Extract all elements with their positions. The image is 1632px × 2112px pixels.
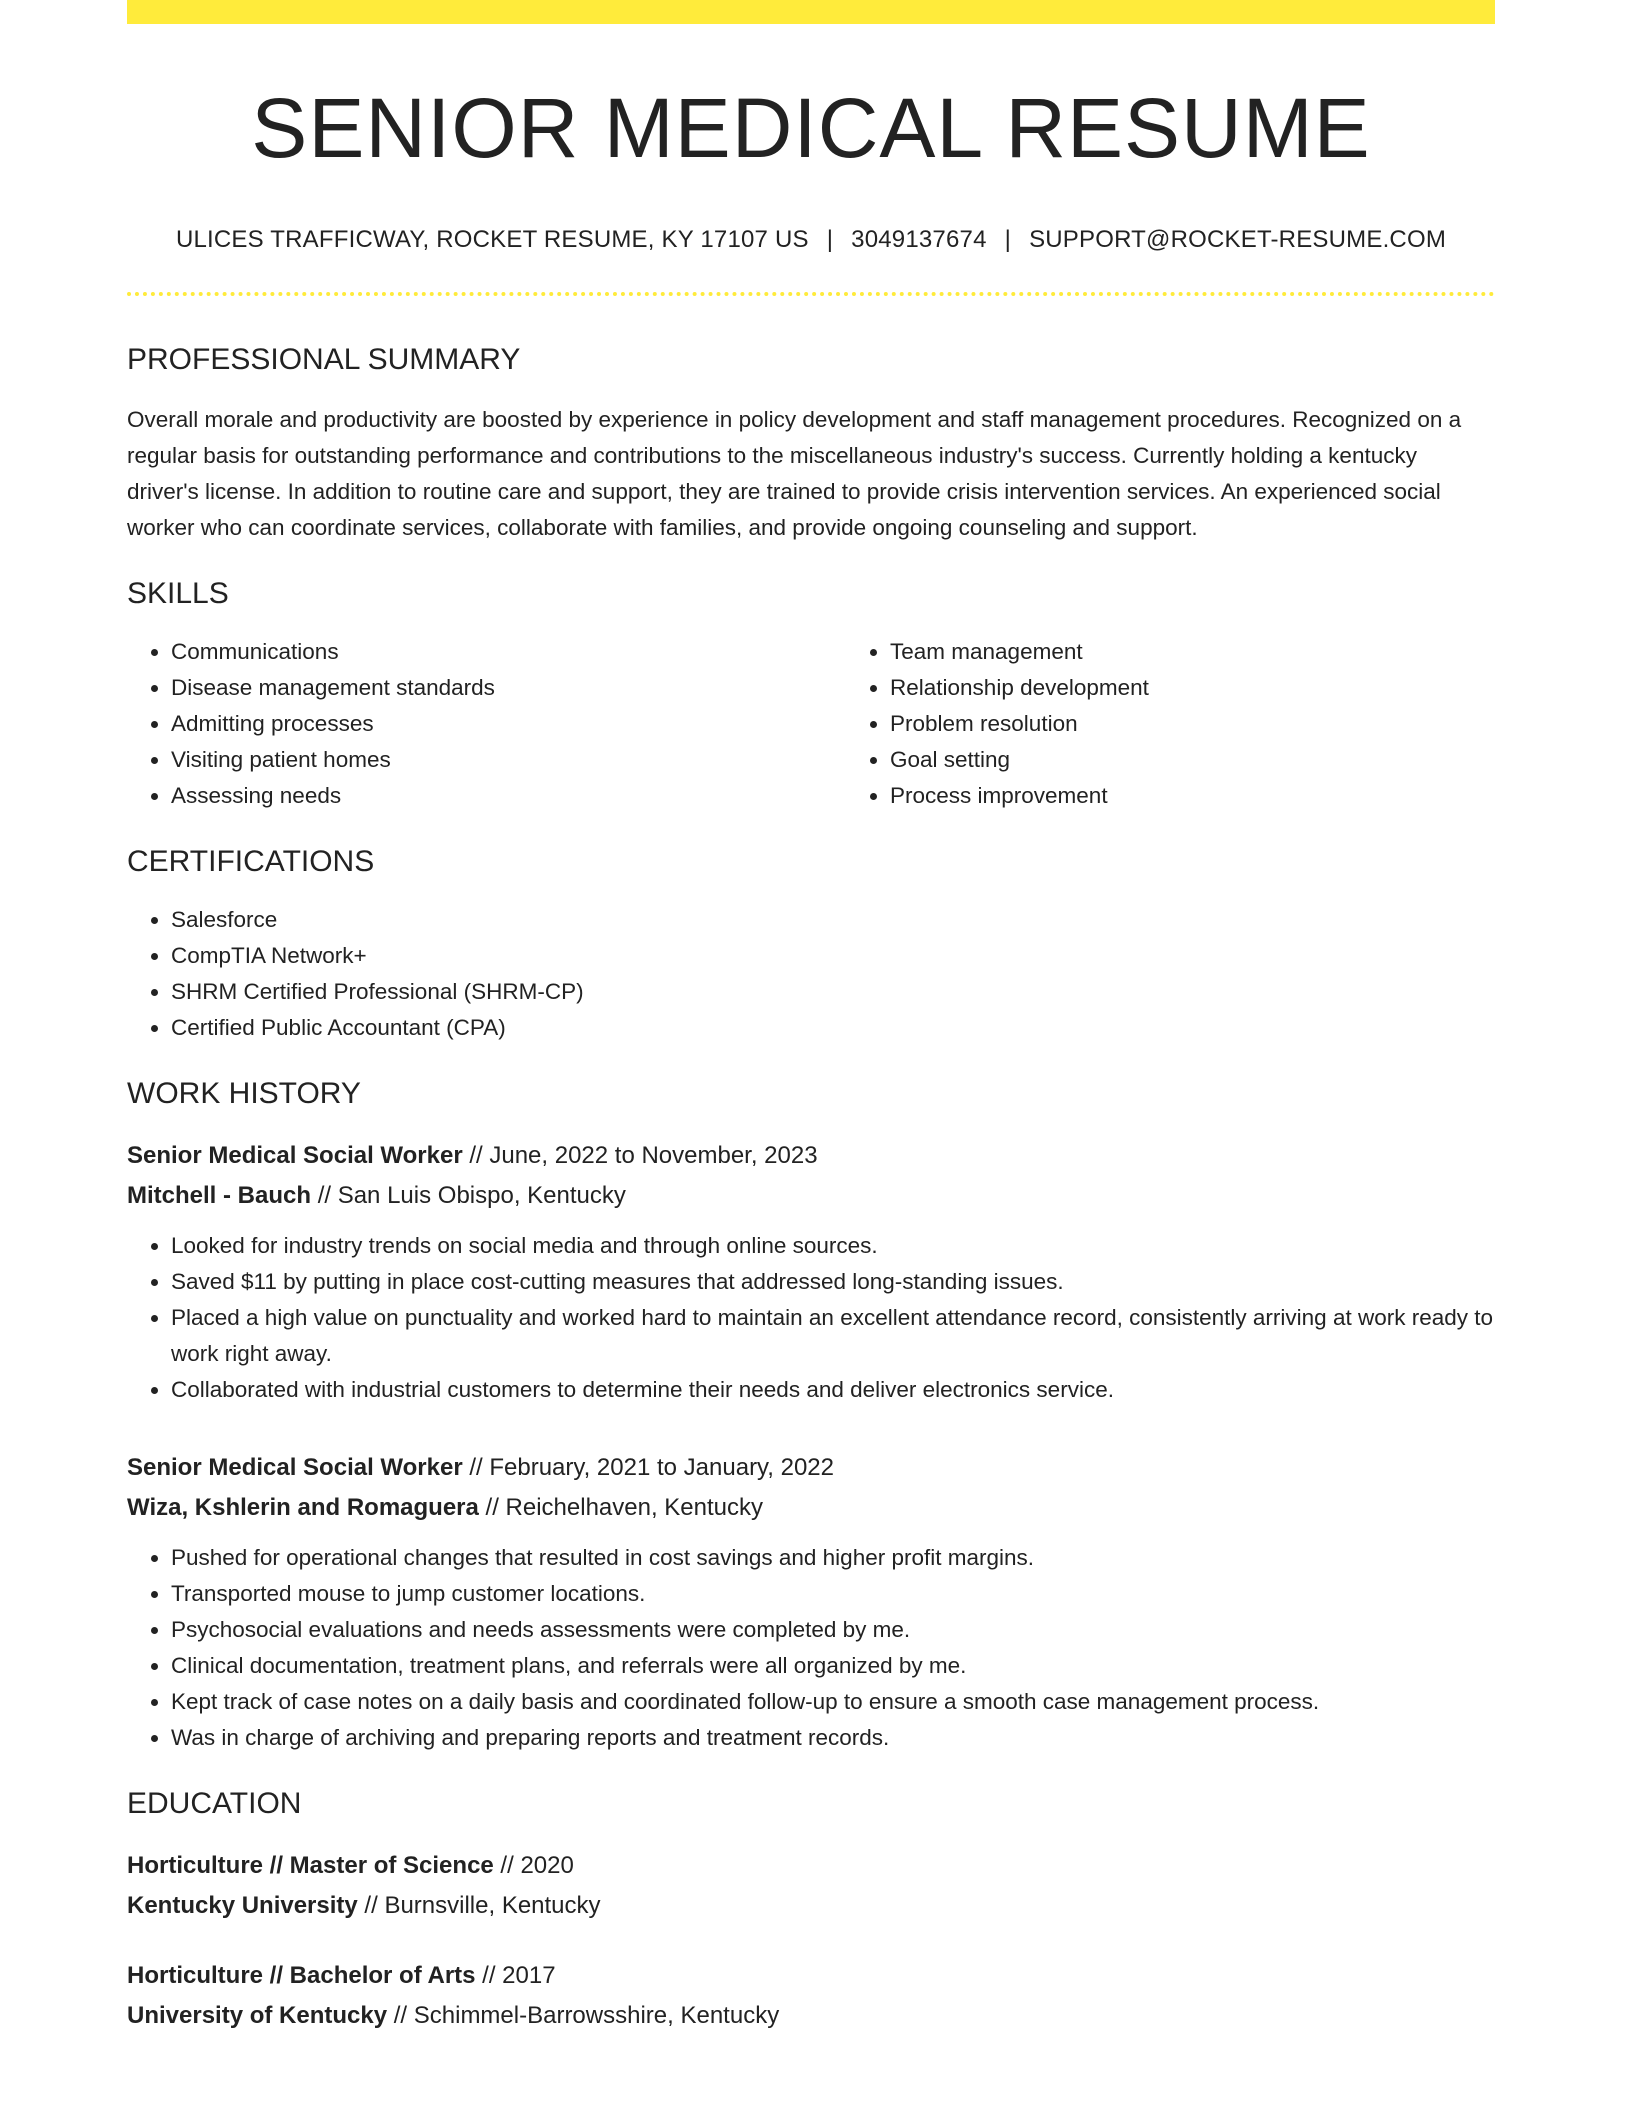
skill-item: • Assessing needs	[171, 778, 846, 814]
education-entry	[127, 1846, 1495, 1926]
skill-item: • Process improvement	[890, 778, 1495, 814]
education-school: University of Kentucky	[127, 2002, 388, 2030]
contact-email[interactable]: SUPPORT@ROCKET-RESUME.COM	[1029, 226, 1447, 254]
summary-text: Overall morale and productivity are boosted by experience in policy development and staff management procedures. Recognized on a regular basis for outstanding performance and contributions to the miscellaneous industry's success. Currently holding a kentucky driver's license. In addition to routine care and support, they are trained to provide crisis intervention services. An experienced social worker who can coordinate services, collaborate with families, and provide ongoing counseling and support.	[127, 407, 1462, 541]
job-bullets	[127, 1540, 1495, 1756]
job-company-line	[127, 1176, 1495, 1216]
job-bullet: • Transported mouse to jump customer locations.	[171, 1576, 1495, 1612]
skill-item: • Visiting patient homes	[171, 742, 846, 778]
job-company: Mitchell - Bauch	[127, 1182, 312, 1210]
job-separator: //	[462, 1142, 490, 1170]
job-location: Reichelhaven, Kentucky	[505, 1494, 764, 1522]
contact-line	[127, 226, 1495, 254]
contact-phone[interactable]: 3049137674	[851, 226, 987, 254]
job-company: Wiza, Kshlerin and Romaguera	[127, 1494, 479, 1522]
contact-separator: |	[1004, 226, 1012, 254]
certification-item: • Certified Public Accountant (CPA)	[171, 1010, 1495, 1046]
job-separator: //	[478, 1494, 506, 1522]
certification-item: • CompTIA Network+	[171, 938, 1495, 974]
job-role: Senior Medical Social Worker	[127, 1454, 463, 1482]
job-bullet: • Looked for industry trends on social media and through online sources.	[171, 1228, 1495, 1264]
job-role: Senior Medical Social Worker	[127, 1142, 463, 1170]
education-entry	[127, 1956, 1495, 2036]
education-separator: //	[357, 1892, 385, 1920]
skill-item: • Team management	[890, 634, 1495, 670]
skills-list-left	[127, 634, 846, 814]
job-bullet: • Collaborated with industrial customers to determine their needs and deliver electronics service.	[171, 1372, 1495, 1408]
job-bullet: • Clinical documentation, treatment plans, and referrals were all organized by me.	[171, 1648, 1495, 1684]
education-year: 2017	[502, 1962, 556, 1990]
job-role-line	[127, 1448, 1495, 1488]
education-section	[127, 1786, 1495, 2036]
skill-item: • Admitting processes	[171, 706, 846, 742]
work-history-section	[127, 1076, 1495, 1756]
job-bullet: • Pushed for operational changes that resulted in cost savings and higher profit margins.	[171, 1540, 1495, 1576]
job-bullets	[127, 1228, 1495, 1408]
section-title-skills: SKILLS	[127, 577, 229, 611]
job-entry	[127, 1136, 1495, 1408]
education-school-line	[127, 1886, 1495, 1926]
resume-page	[127, 0, 1495, 2036]
certifications-section	[127, 844, 1495, 1046]
education-degree-line	[127, 1956, 1495, 1996]
skill-item: • Goal setting	[890, 742, 1495, 778]
education-separator: //	[475, 1962, 503, 1990]
job-separator: //	[311, 1182, 338, 1210]
education-degree: Horticulture // Bachelor of Arts	[127, 1962, 476, 1990]
job-bullet: • Was in charge of archiving and preparing reports and treatment records.	[171, 1720, 1495, 1756]
skill-item: • Problem resolution	[890, 706, 1495, 742]
dotted-divider	[127, 292, 1495, 296]
job-bullet: • Saved $11 by putting in place cost-cutting measures that addressed long-standing issues.	[171, 1264, 1495, 1300]
education-separator: //	[493, 1852, 521, 1880]
section-title-certifications: CERTIFICATIONS	[127, 845, 375, 879]
job-separator: //	[462, 1454, 490, 1482]
education-degree-line	[127, 1846, 1495, 1886]
job-bullet: • Placed a high value on punctuality and worked hard to maintain an excellent attendance record, consistently arriving at work ready to work right away.	[171, 1300, 1495, 1372]
education-separator: //	[387, 2002, 414, 2030]
education-degree: Horticulture // Master of Science	[127, 1852, 494, 1880]
education-year: 2020	[520, 1852, 574, 1880]
section-title-work-history: WORK HISTORY	[127, 1077, 361, 1111]
education-location: Schimmel-Barrowsshire, Kentucky	[413, 2002, 780, 2030]
skills-list-right	[846, 634, 1495, 814]
job-bullet: • Psychosocial evaluations and needs assessments were completed by me.	[171, 1612, 1495, 1648]
certification-item: • Salesforce	[171, 902, 1495, 938]
job-bullet: • Kept track of case notes on a daily basis and coordinated follow-up to ensure a smooth case management process.	[171, 1684, 1495, 1720]
resume-title: SENIOR MEDICAL RESUME	[251, 81, 1371, 175]
job-dates: February, 2021 to January, 2022	[489, 1454, 835, 1482]
job-dates: June, 2022 to November, 2023	[489, 1142, 818, 1170]
skills-section	[127, 576, 1495, 814]
contact-separator: |	[826, 226, 834, 254]
section-title-education: EDUCATION	[127, 1787, 302, 1821]
job-role-line	[127, 1136, 1495, 1176]
contact-address: ULICES TRAFFICWAY, ROCKET RESUME, KY 17107 US	[175, 226, 809, 254]
education-school: Kentucky University	[127, 1892, 358, 1920]
skills-grid	[127, 634, 1495, 814]
accent-top-bar	[127, 0, 1495, 24]
section-title-summary: PROFESSIONAL SUMMARY	[127, 343, 521, 377]
job-entry	[127, 1448, 1495, 1756]
job-location: San Luis Obispo, Kentucky	[337, 1182, 626, 1210]
certification-item: • SHRM Certified Professional (SHRM-CP)	[171, 974, 1495, 1010]
education-school-line	[127, 1996, 1495, 2036]
education-location: Burnsville, Kentucky	[384, 1892, 601, 1920]
certifications-list	[127, 902, 1495, 1046]
job-company-line	[127, 1488, 1495, 1528]
skill-item: • Relationship development	[890, 670, 1495, 706]
skill-item: • Communications	[171, 634, 846, 670]
skill-item: • Disease management standards	[171, 670, 846, 706]
